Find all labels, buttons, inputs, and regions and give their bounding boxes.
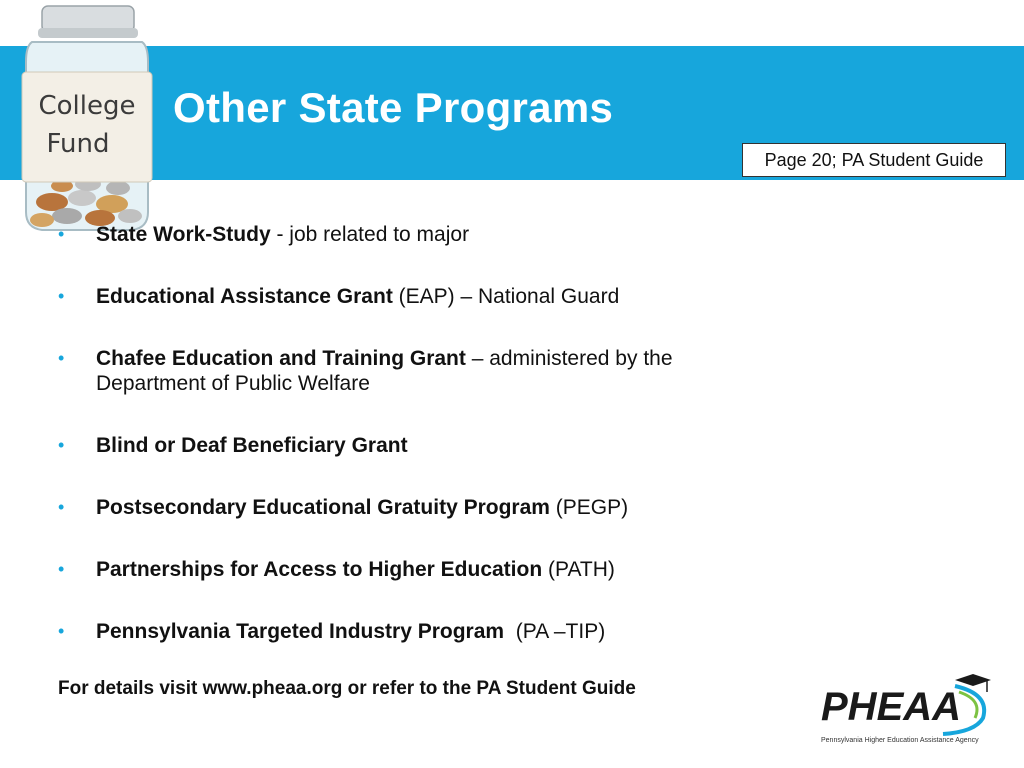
jar-label-line2: Fund [46,129,110,159]
footer-note: For details visit www.pheaa.org or refer to the PA Student Guide [58,678,636,699]
bullet-icon: • [58,621,65,641]
program-name: Partnerships for Access to Higher Education [96,558,543,581]
list-item [56,433,956,458]
page-reference-box: Page 20; PA Student Guide [742,143,1006,177]
bullet-icon: • [58,497,65,517]
bullet-icon: • [58,435,65,455]
bullet-icon: • [58,224,65,244]
program-list [56,222,956,681]
list-item [56,619,956,644]
list-item [56,284,956,309]
program-detail-continued: Department of Public Welfare [96,372,370,395]
list-item [56,495,956,520]
list-item [56,346,956,396]
program-name: Chafee Education and Training Grant [96,347,466,370]
program-detail: – administered by the [465,347,673,370]
program-detail: (PEGP) [549,496,629,519]
slide-title: Other State Programs [173,84,614,131]
bullet-icon: • [58,559,65,579]
program-name: Blind or Deaf Beneficiary Grant [96,434,408,457]
program-name: State Work-Study [96,223,271,246]
logo-tagline: Pennsylvania Higher Education Assistance Agency [821,737,979,744]
bullet-icon: • [58,286,65,306]
program-detail: - job related to major [270,223,470,246]
program-detail: (PA –TIP) [504,620,606,643]
jar-label-line1: College [38,91,136,121]
program-name: Postsecondary Educational Gratuity Program [96,496,550,519]
bullet-icon: • [58,348,65,368]
list-item [56,557,956,582]
pheaa-logo [815,672,995,752]
program-name: Pennsylvania Targeted Industry Program [96,620,505,643]
program-detail: (EAP) – National Guard [392,285,620,308]
program-detail: (PATH) [542,558,615,581]
college-fund-jar-illustration [12,2,162,234]
program-name: Educational Assistance Grant [96,285,393,308]
logo-wordmark: PHEAA [821,685,962,729]
list-item [56,222,956,247]
